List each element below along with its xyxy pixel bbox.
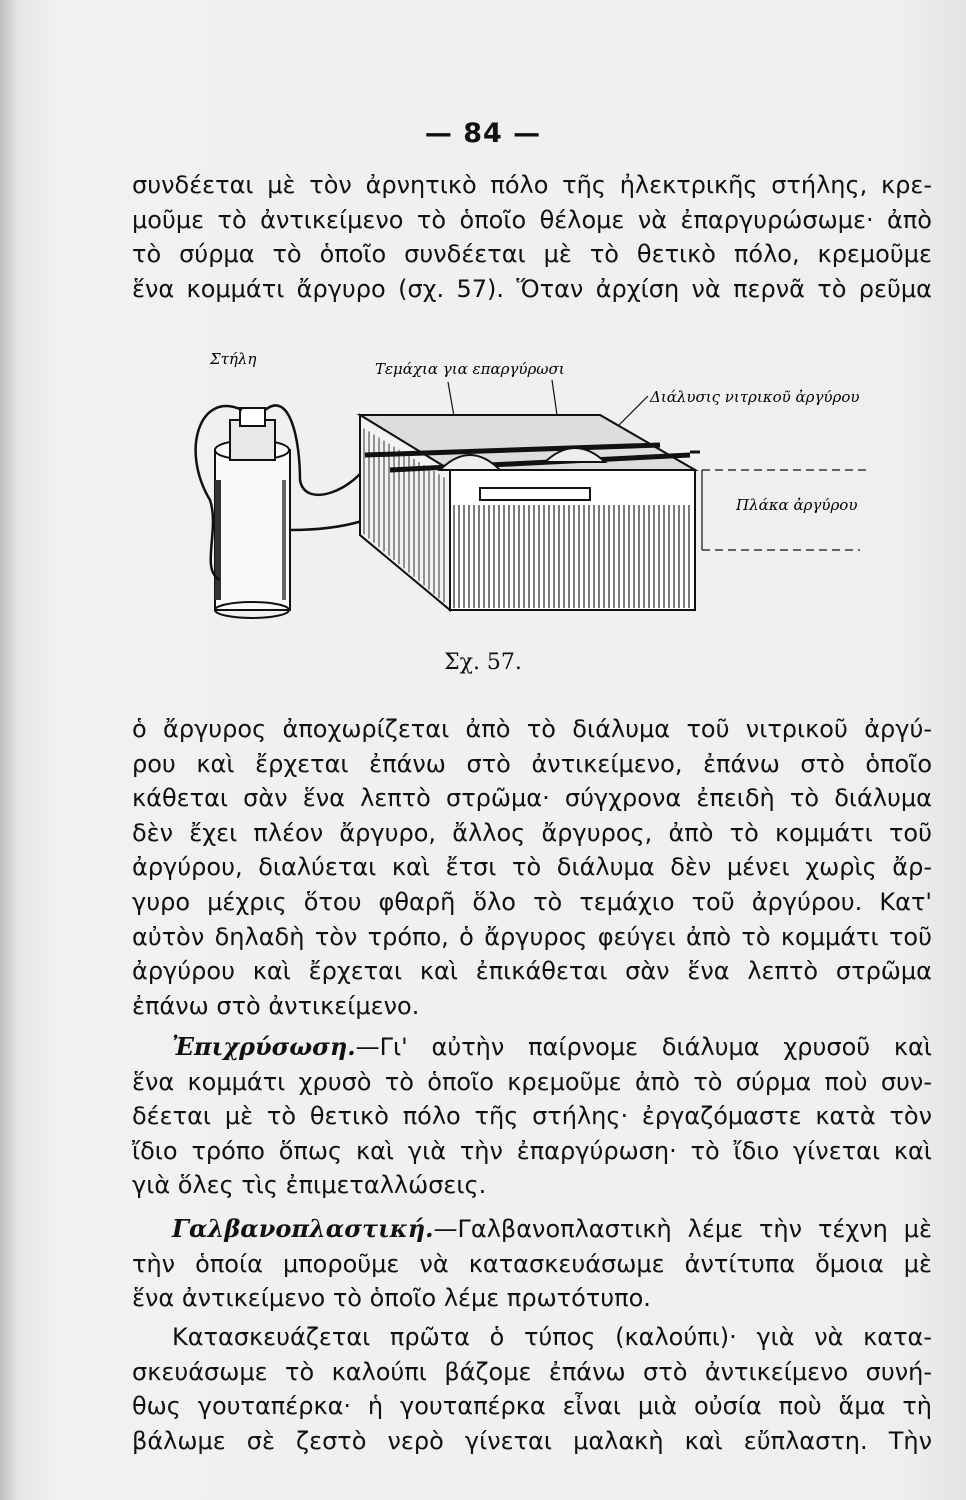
text-line: ἕνα κομμάτι ἄργυρο (σχ. 57). Ὅταν ἀρχίση νὰ περνᾶ τὸ ρεῦμα — [132, 274, 932, 303]
text-line: δὲν ἔχει πλέον ἄργυρο, ἄλλος ἄργυρος, ἀπὸ τὸ κομμάτι τοῦ — [132, 818, 932, 847]
text-fragment: —Γι' αὐτὴν παίρνομε διάλυμα χρυσοῦ καὶ — [355, 1033, 932, 1061]
paragraph-2 — [132, 712, 932, 1023]
text-line: ἀργύρου, διαλύεται καὶ ἔτσι τὸ διάλυμα δὲν μένει χωρὶς ἄρ- — [132, 853, 932, 882]
text-line: βάλωμε σὲ ζεστὸ νερὸ γίνεται μαλακὴ καὶ εὔπλαστη. Τὴν — [132, 1426, 932, 1455]
text-line: ἴδιο τρόπο ὅπως καὶ γιὰ τὴν ἐπαργύρωση· τὸ ἴδιο γίνεται καὶ — [132, 1136, 932, 1165]
text-line: ρου καὶ ἔρχεται ἐπάνω στὸ ἀντικείμενο, ἐπάνω στὸ ὁποῖο — [132, 749, 932, 778]
text-line: γιὰ ὅλες τὶς ἐπιμεταλλώσεις. — [132, 1171, 487, 1200]
text-line: κάθεται σὰν ἕνα λεπτὸ στρῶμα· σύγχρονα ἐπειδὴ τὸ διάλυμα — [132, 784, 932, 813]
text-line: Κατασκευάζεται πρῶτα ὁ τύπος (καλούπι)· γιὰ νὰ κατα- — [172, 1323, 932, 1351]
text-line — [132, 1030, 932, 1065]
section-heading-gilding: Ἐπιχρύσωση. — [172, 1032, 356, 1061]
pointer-line — [618, 396, 648, 426]
paragraph-5 — [132, 1320, 932, 1458]
figure-caption: Σχ. 57. — [444, 650, 522, 675]
page-number: — 84 — — [424, 118, 542, 149]
label-pieces: Τεμάχια για επαργύρωσι — [375, 360, 565, 378]
text-line: σκευάσωμε τὸ καλούπι βάζομε ἐπάνω στὸ ἀντικείμενο συνή- — [132, 1357, 932, 1386]
text-line: τὴν ὁποία μποροῦμε νὰ κατασκευάσωμε ἀντίτυπα ὅμοια μὲ — [132, 1249, 932, 1278]
paragraph-4 — [132, 1212, 932, 1316]
text-line: συνδέεται μὲ τὸν ἀρνητικὸ πόλο τῆς ἠλεκτρικῆς στήλης, κρε- — [132, 171, 932, 199]
label-plate: Πλάκα ἀργύρου — [736, 496, 858, 514]
text-line — [132, 1212, 932, 1247]
text-line: ἀργύρου καὶ ἔρχεται καὶ ἐπικάθεται σὰν ἕνα λεπτὸ στρῶμα — [132, 957, 932, 986]
text-line: δέεται μὲ τὸ θετικὸ πόλο τῆς στήλης· ἐργαζόμαστε κατὰ τὸν — [132, 1102, 932, 1131]
text-line: μοῦμε τὸ ἀντικείμενο τὸ ὁποῖο θέλομε νὰ ἐπαργυρώσωμε· ἀπὸ — [132, 205, 932, 234]
text-line: ἕνα κομμάτι χρυσὸ τὸ ὁποῖο κρεμοῦμε ἀπὸ τὸ σύρμα ποὺ συν- — [132, 1067, 932, 1096]
label-solution: Διάλυσις νιτρικοῦ ἀργύρου — [650, 388, 860, 406]
text-fragment: —Γαλβανοπλαστικὴ λέμε τὴν τέχνη μὲ — [433, 1215, 932, 1243]
label-battery: Στήλη — [210, 350, 257, 368]
text-line: τὸ σύρμα τὸ ὁποῖο συνδέεται μὲ τὸ θετικὸ πόλο, κρεμοῦμε — [132, 240, 932, 269]
battery-cell — [215, 408, 290, 618]
paragraph-1 — [132, 168, 932, 306]
silver-plate — [480, 488, 590, 500]
text-line: ὁ ἄργυρος ἀποχωρίζεται ἀπὸ τὸ διάλυμα τοῦ νιτρικοῦ ἀργύ- — [132, 715, 932, 743]
text-line: ἐπάνω στὸ ἀντικείμενο. — [132, 991, 420, 1020]
text-line: αὐτὸν δηλαδὴ τὸν τρόπο, ὁ ἄργυρος φεύγει ἀπὸ τὸ κομμάτι τοῦ — [132, 922, 932, 951]
paragraph-3 — [132, 1030, 932, 1203]
section-heading-galvanoplasty: Γαλβανοπλαστική. — [172, 1214, 434, 1243]
text-line: θως γουταπέρκα· ἡ γουταπέρκα εἶναι μιὰ οὐσία ποὺ ἅμα τὴ — [132, 1392, 932, 1421]
text-line: γυρο μέχρις ὅτου φθαρῆ ὅλο τὸ τεμάχιο τοῦ ἀργύρου. Κατ' — [132, 887, 932, 916]
text-line: ἕνα ἀντικείμενο τὸ ὁποῖο λέμε πρωτότυπο. — [132, 1284, 651, 1313]
figure-57-illustration — [180, 330, 900, 630]
